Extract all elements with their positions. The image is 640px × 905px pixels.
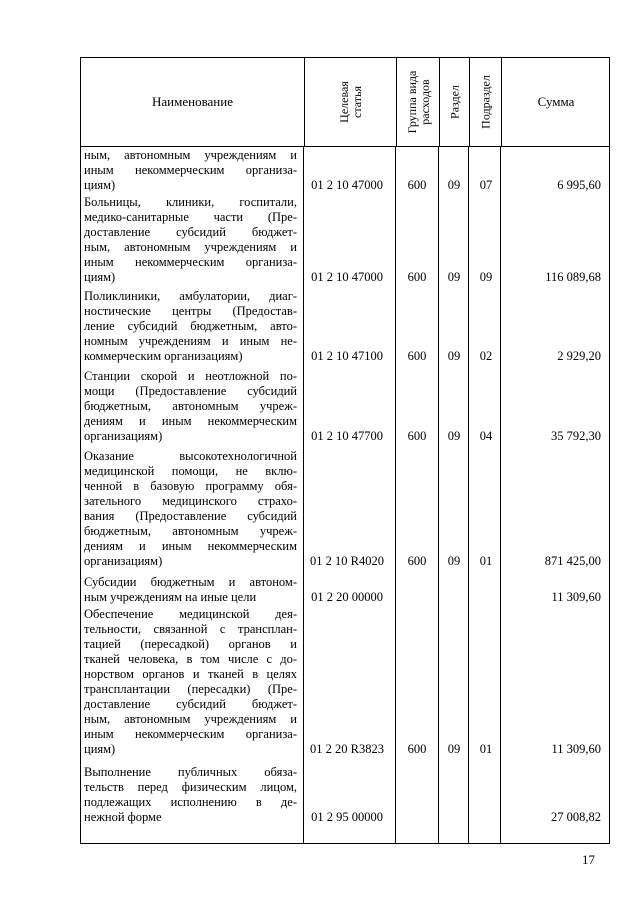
row-name-line: ным, автономным учреждениям и (84, 712, 297, 726)
row-sum: 35 792,30 (551, 429, 601, 443)
row-name (84, 289, 297, 364)
header-subsection (469, 58, 502, 146)
row-sum: 11 309,60 (551, 742, 601, 756)
row-code: 01 2 10 R4020 (310, 554, 384, 568)
table-header (80, 57, 610, 147)
row-code: 01 2 20 R3823 (310, 742, 384, 756)
row-subsection: 01 (479, 554, 493, 568)
row-name-line: медико-санитарные части (Пре- (84, 210, 297, 224)
row-name-line: Оказание высокотехнологичной (84, 449, 297, 463)
row-section: 09 (447, 554, 461, 568)
col-divider (468, 147, 469, 843)
row-name-line: дениям и иным некоммерческим (84, 539, 297, 553)
row-name-line: норством органов и тканей в целях (84, 667, 297, 681)
row-name (84, 369, 297, 444)
row-section: 09 (447, 349, 461, 363)
row-group: 600 (407, 554, 427, 568)
row-name-line: коммерческим организациям) (84, 349, 243, 363)
row-code: 01 2 95 00000 (311, 810, 383, 824)
header-sum-text: Сумма (537, 94, 575, 109)
row-group: 600 (407, 270, 427, 284)
row-code: 01 2 20 00000 (311, 590, 383, 604)
header-section (439, 58, 470, 146)
row-name-line: доставление субсидий бюджет- (84, 225, 297, 239)
row-section: 09 (447, 429, 461, 443)
row-name-line: иным некоммерческим организа- (84, 163, 297, 177)
header-target (304, 58, 397, 146)
row-name-line: подлежащих исполнению в де- (84, 795, 297, 809)
row-name-line: вания (Предоставление субсидий (84, 509, 297, 523)
row-name-line: циям) (84, 742, 116, 756)
row-name-line: трансплантации (пересадки) (Пре- (84, 682, 297, 696)
row-name-line: тельств перед физическим лицом, (84, 780, 297, 794)
header-target-line1: Целевая (337, 81, 351, 123)
row-name-line: ным, автономным учреждениям и (84, 240, 297, 254)
row-name-line: иным некоммерческим организа- (84, 255, 297, 269)
row-name-line: Выполнение публичных обяза- (84, 765, 297, 779)
row-name-line: нежной форме (84, 810, 162, 824)
header-group-line1: Группа вида (404, 70, 419, 134)
col-divider (500, 147, 501, 843)
row-name-line: Обеспечение медицинской дея- (84, 607, 297, 621)
header-group (396, 58, 440, 146)
row-code: 01 2 10 47000 (311, 178, 383, 192)
row-name-line: бюджетным, автономным учреж- (84, 524, 297, 538)
header-section-text: Раздел (447, 85, 462, 119)
row-name (84, 765, 297, 825)
header-subsection-text: Подраздел (478, 75, 493, 129)
row-name-line: мощи (Предоставление субсидий (84, 384, 297, 398)
row-code: 01 2 10 47700 (311, 429, 383, 443)
row-group: 600 (407, 742, 427, 756)
row-section: 09 (447, 742, 461, 756)
row-name (84, 607, 297, 757)
row-subsection: 04 (479, 429, 493, 443)
header-target-text (338, 81, 364, 123)
row-subsection: 01 (479, 742, 493, 756)
col-divider (303, 147, 304, 843)
row-name (84, 148, 297, 193)
header-group-text (406, 71, 432, 134)
row-name-line: зательного медицинского страхо- (84, 494, 297, 508)
header-target-line2: статья (350, 86, 364, 118)
row-name-line: ностические центры (Предостав- (84, 304, 297, 318)
row-name-line: ным учреждениям на иные цели (84, 590, 257, 604)
row-name (84, 575, 297, 605)
row-name-line: организациям) (84, 429, 163, 443)
row-name-line: тацией (пересадкой) органов и (84, 637, 297, 651)
header-name-text: Наименование (152, 94, 233, 109)
row-name-line: тельности, связанной с трансплан- (84, 622, 297, 636)
row-name-line: Больницы, клиники, госпитали, (84, 195, 297, 209)
row-section: 09 (447, 270, 461, 284)
col-divider (438, 147, 439, 843)
row-code: 01 2 10 47000 (311, 270, 383, 284)
col-divider (395, 147, 396, 843)
row-name-line: доставление субсидий бюджет- (84, 697, 297, 711)
row-name-line: Станции скорой и неотложной по- (84, 369, 297, 383)
row-name-line: ченной в базовую программу обя- (84, 479, 297, 493)
row-name-line: бюджетным, автономным учреж- (84, 399, 297, 413)
row-name-line: номным учреждениям и иным не- (84, 334, 297, 348)
row-name-line: ление субсидий бюджетным, авто- (84, 319, 297, 333)
header-name (81, 58, 304, 146)
row-name (84, 195, 297, 285)
row-sum: 871 425,00 (544, 554, 601, 568)
row-group: 600 (407, 178, 427, 192)
row-name-line: организациям) (84, 554, 163, 568)
row-sum: 116 089,68 (545, 270, 601, 284)
row-name-line: тканей человека, в том числе с до- (84, 652, 297, 666)
row-name-line: циям) (84, 270, 116, 284)
row-name-line: Поликлиники, амбулатории, диаг- (84, 289, 297, 303)
page-number: 17 (582, 852, 595, 867)
row-subsection: 09 (479, 270, 493, 284)
row-group: 600 (407, 349, 427, 363)
row-subsection: 02 (479, 349, 493, 363)
budget-table (80, 57, 610, 844)
header-sum (501, 58, 610, 146)
row-subsection: 07 (479, 178, 493, 192)
row-sum: 11 309,60 (551, 590, 601, 604)
row-section: 09 (447, 178, 461, 192)
row-sum: 27 008,82 (551, 810, 601, 824)
row-name-line: Субсидии бюджетным и автоном- (84, 575, 297, 589)
row-name-line: иным некоммерческим организа- (84, 727, 297, 741)
row-sum: 6 995,60 (557, 178, 601, 192)
table-body (80, 147, 610, 844)
row-name-line: ным, автономным учреждениям и (84, 148, 297, 162)
row-name-line: циям) (84, 178, 116, 192)
row-sum: 2 929,20 (557, 349, 601, 363)
row-name-line: дениям и иным некоммерческим (84, 414, 297, 428)
row-group: 600 (407, 429, 427, 443)
row-name-line: медицинской помощи, не вклю- (84, 464, 297, 478)
row-code: 01 2 10 47100 (311, 349, 383, 363)
row-name (84, 449, 297, 569)
header-group-line2: расходов (417, 79, 432, 125)
